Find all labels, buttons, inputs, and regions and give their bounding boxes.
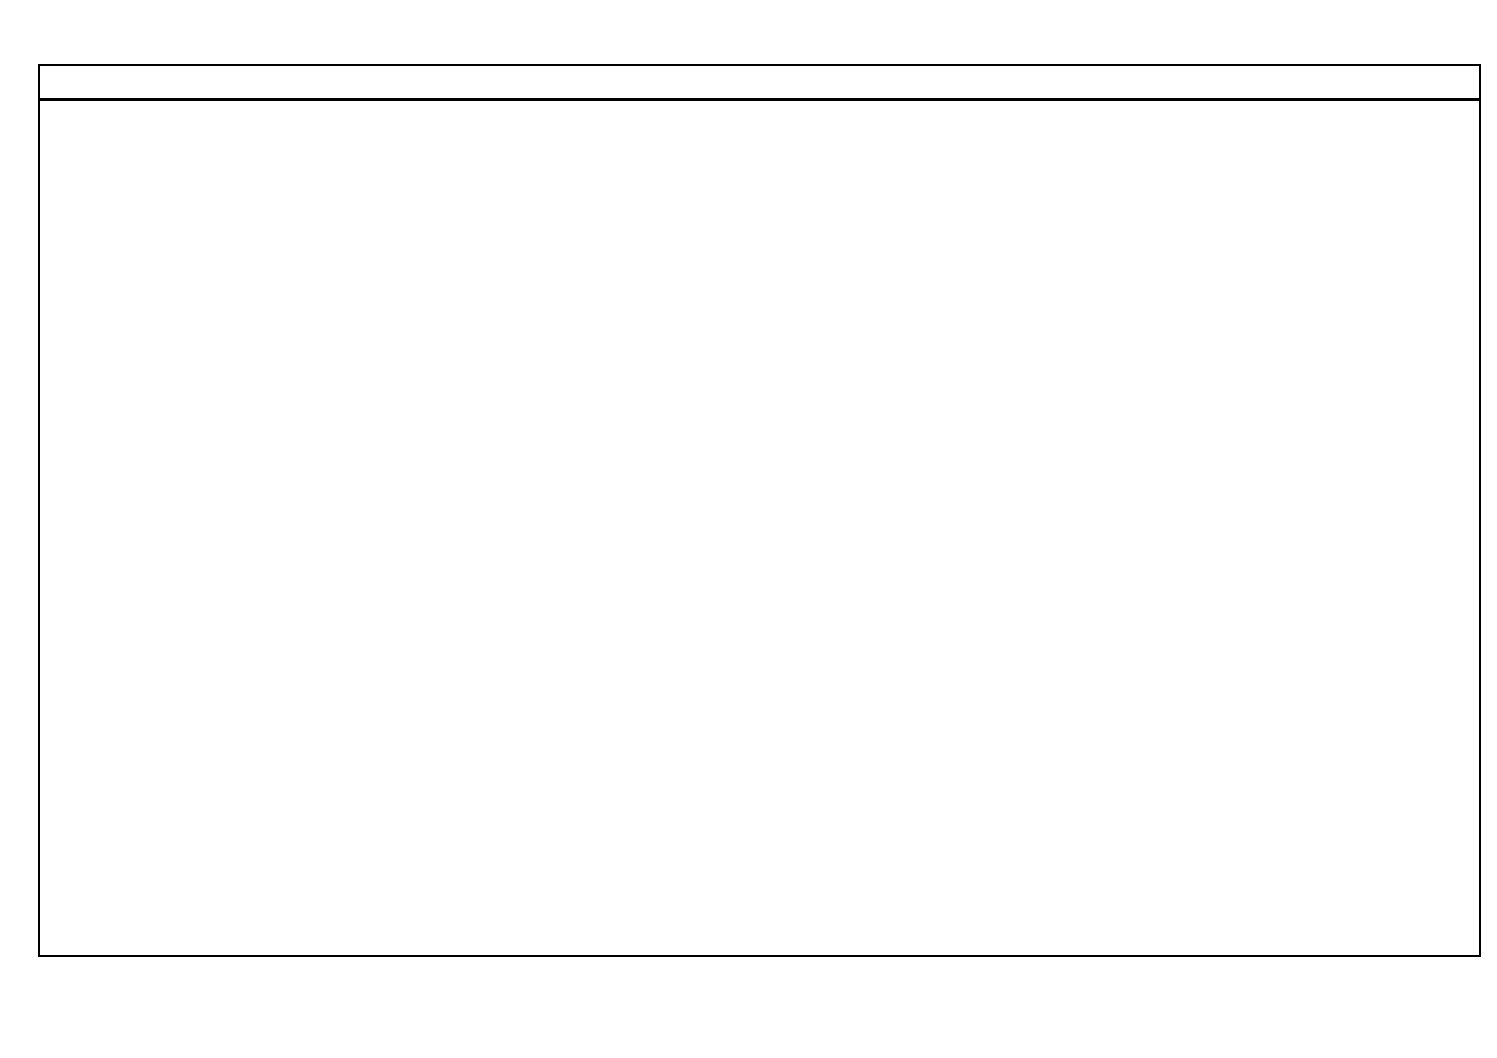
class-title <box>40 66 1479 101</box>
timetable <box>38 64 1481 957</box>
